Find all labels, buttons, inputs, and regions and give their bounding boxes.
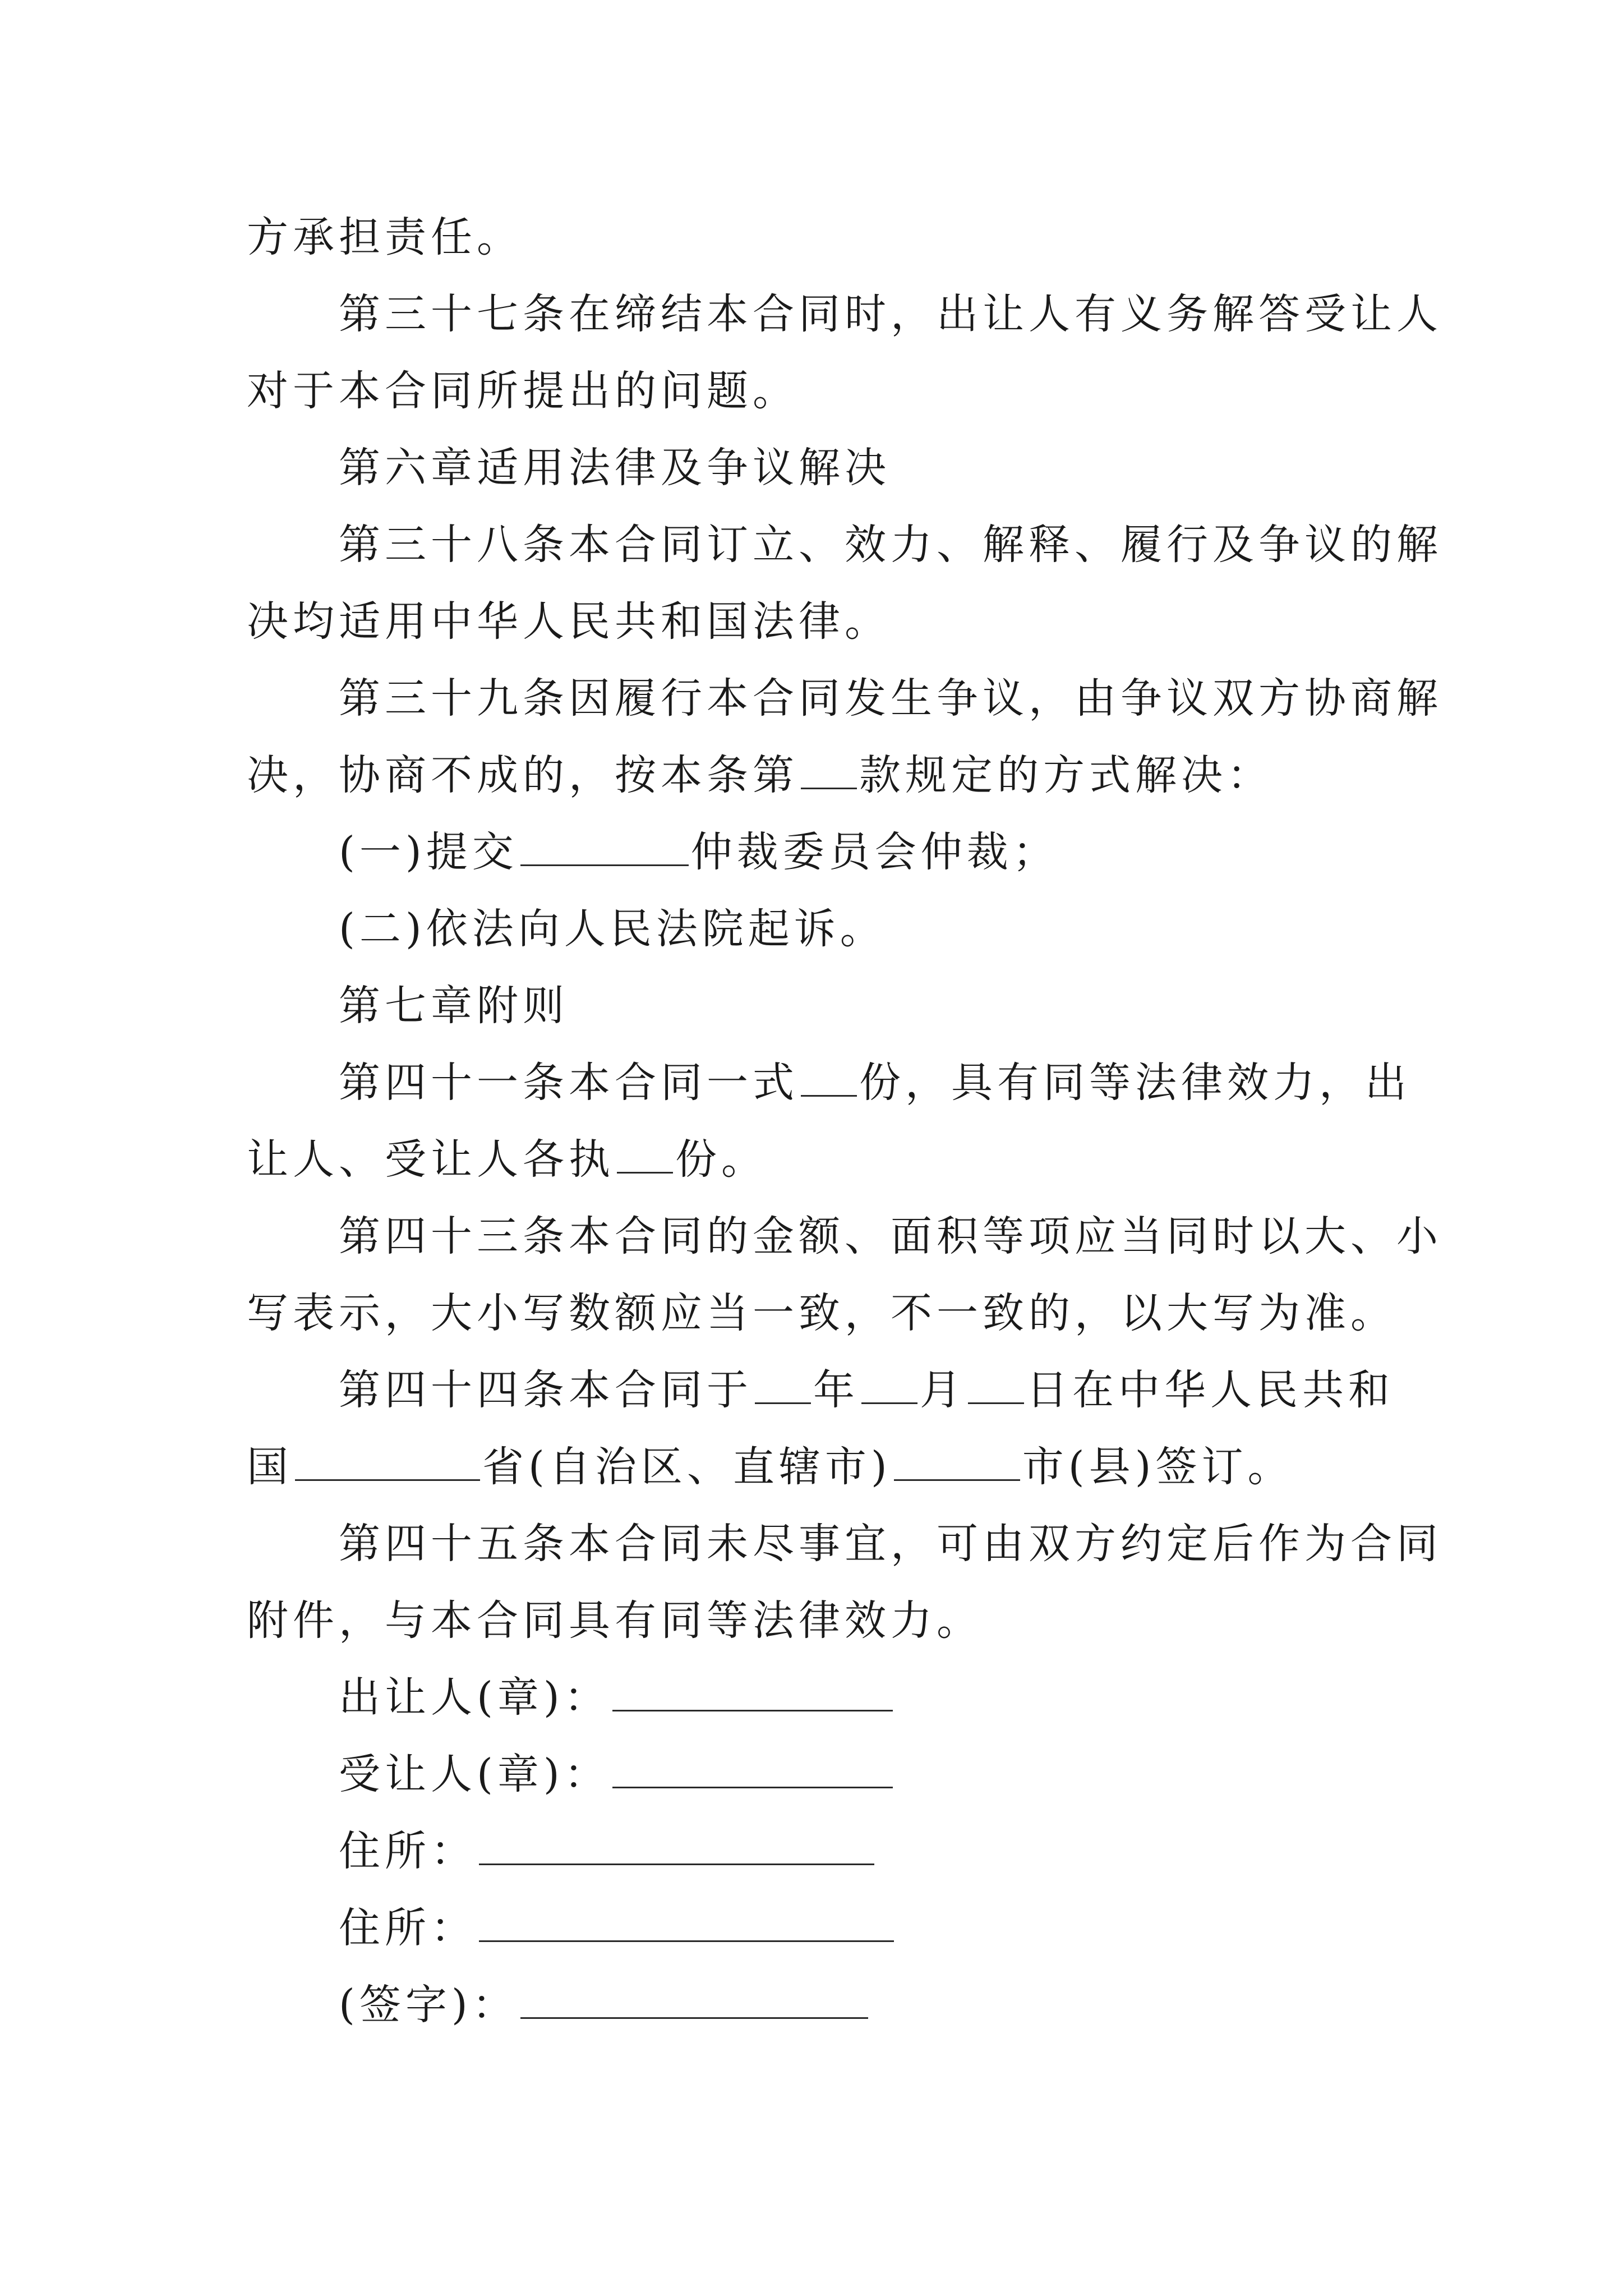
text: 对于本合同所提出的问题。	[247, 367, 799, 415]
text: 第四十四条本合同于	[339, 1366, 753, 1414]
text: 国	[247, 1443, 293, 1491]
assignor-signature	[247, 1659, 1385, 1736]
text: 市(县)签订。	[1022, 1443, 1294, 1491]
paragraph-line	[247, 199, 1385, 276]
text: 仲裁委员会仲裁；	[690, 828, 1059, 876]
option-1	[247, 814, 1385, 891]
chapter-6-heading	[247, 430, 1385, 507]
document-body	[247, 199, 1442, 2044]
text: 决，协商不成的，按本条第	[247, 751, 799, 799]
text: 年	[813, 1366, 859, 1414]
text: 写表示，大小写数额应当一致，不一致的，以大写为准。	[247, 1289, 1396, 1337]
text: 份，具有同等法律效力，出	[859, 1059, 1411, 1107]
text: 第四十三条本合同的金额、面积等项应当同时以大、小	[339, 1212, 1442, 1260]
text: 第三十九条因履行本合同发生争议，由争议双方协商解	[339, 674, 1442, 723]
text: (一)提交	[339, 828, 518, 876]
signature-field[interactable]	[520, 1981, 868, 2019]
article-37	[247, 276, 1442, 353]
text: (二)依法向人民法院起诉。	[339, 905, 886, 953]
fill-blank[interactable]	[894, 1443, 1020, 1481]
option-2	[247, 891, 1385, 968]
label: 住所：	[339, 1904, 477, 1952]
label: 住所：	[339, 1827, 477, 1875]
text: 月	[920, 1366, 966, 1414]
signature-field[interactable]	[612, 1751, 893, 1788]
article-44	[247, 1352, 1394, 1429]
article-45	[247, 1506, 1442, 1582]
text: 份。	[675, 1135, 767, 1184]
fill-blank[interactable]	[861, 1366, 917, 1404]
text: 省(自治区、直辖市)	[482, 1443, 892, 1491]
paragraph-line	[247, 583, 1385, 660]
text: 第六章适用法律及争议解决	[339, 444, 891, 492]
fill-blank[interactable]	[801, 752, 857, 789]
text: 第四十一条本合同一式	[339, 1059, 799, 1107]
address-2	[247, 1890, 1385, 1967]
article-43	[247, 1198, 1442, 1275]
address-field[interactable]	[479, 1904, 894, 1942]
paragraph-line	[247, 1275, 1396, 1352]
fill-blank[interactable]	[295, 1443, 480, 1481]
chapter-7-heading	[247, 968, 1385, 1045]
article-41	[247, 1045, 1411, 1121]
fill-blank[interactable]	[801, 1059, 857, 1097]
fill-blank[interactable]	[617, 1136, 673, 1174]
text: 第三十八条本合同订立、效力、解释、履行及争议的解	[339, 521, 1442, 569]
assignee-signature	[247, 1736, 1385, 1813]
text: 第三十七条在缔结本合同时，出让人有义务解答受让人	[339, 290, 1442, 338]
signature-field[interactable]	[612, 1674, 893, 1711]
label: (签字)：	[339, 1981, 518, 2029]
fill-blank[interactable]	[755, 1366, 811, 1404]
paragraph-line	[247, 1121, 1385, 1198]
paragraph-line	[247, 1429, 1385, 1506]
text: 第四十五条本合同未尽事宜，可由双方约定后作为合同	[339, 1520, 1442, 1568]
text: 款规定的方式解决：	[859, 751, 1273, 799]
text: 第七章附则	[339, 982, 569, 1030]
paragraph-line	[247, 737, 1385, 814]
text: 让人、受让人各执	[247, 1135, 615, 1184]
text: 决均适用中华人民共和国法律。	[247, 597, 891, 646]
signature-line	[247, 1967, 1385, 2044]
fill-blank[interactable]	[520, 829, 689, 866]
address-1	[247, 1813, 1385, 1890]
label: 出让人(章)：	[339, 1673, 610, 1722]
paragraph-line	[247, 1582, 1385, 1659]
article-38	[247, 507, 1442, 583]
article-39	[247, 660, 1442, 737]
text: 附件，与本合同具有同等法律效力。	[247, 1596, 983, 1645]
label: 受让人(章)：	[339, 1750, 610, 1798]
text: 日在中华人民共和	[1026, 1366, 1394, 1414]
address-field[interactable]	[479, 1828, 874, 1865]
paragraph-line	[247, 353, 1385, 430]
text: 方承担责任。	[247, 213, 523, 261]
fill-blank[interactable]	[968, 1366, 1024, 1404]
